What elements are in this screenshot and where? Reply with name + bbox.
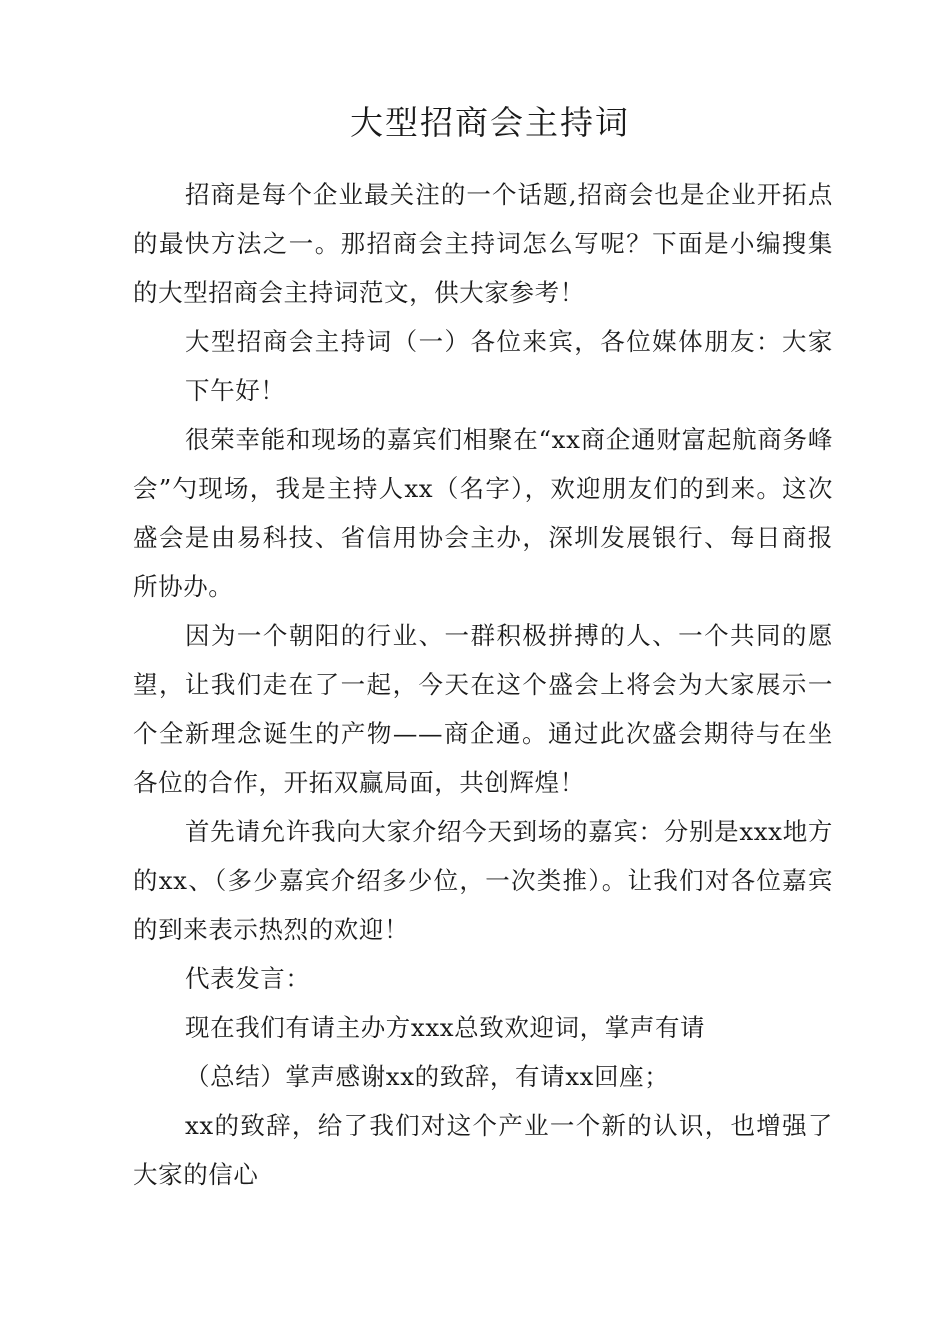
- paragraph-closing: xx的致辞，给了我们对这个产业一个新的认识，也增强了大家的信心: [133, 1111, 833, 1189]
- paragraph-invite-organizer: 现在我们有请主办方xxx总致欢迎词，掌声有请: [185, 1013, 706, 1042]
- paragraph-purpose: 因为一个朝阳的行业、一群积极拼搏的人、一个共同的愿望，让我们走在了一起，今天在这个盛会上将会为大家展示一个全新理念诞生的产物——商企通。通过此次盛会期待与在坐各位的合作，开拓双赢局面，共创辉煌！: [133, 621, 833, 797]
- paragraph-welcome: 很荣幸能和现场的嘉宾们相聚在“xx商企通财富起航商务峰会”勺现场，我是主持人xx（名字），欢迎朋友们的到来。这次盛会是由易科技、省信用协会主办，深圳发展银行、每日商报所协办。: [133, 425, 833, 601]
- paragraph-greeting: 大型招商会主持词（一）各位来宾，各位媒体朋友：大家下午好！: [185, 327, 833, 405]
- document-title: 大型招商会主持词: [350, 103, 630, 142]
- paragraph-guests: 首先请允许我向大家介绍今天到场的嘉宾：分别是xxx地方的xx、（多少嘉宾介绍多少位，一次类推）。让我们对各位嘉宾的到来表示热烈的欢迎！: [133, 817, 833, 944]
- paragraph-thanks: （总结）掌声感谢xx的致辞，有请xx回座；: [185, 1062, 670, 1091]
- document-page: [133, 96, 833, 1199]
- paragraph-intro: 招商是每个企业最关注的一个话题,招商会也是企业开拓点的最快方法之一。那招商会主持词怎么写呢？下面是小编搜集的大型招商会主持词范文，供大家参考！: [133, 180, 833, 307]
- paragraph-speech-heading: 代表发言：: [185, 964, 311, 993]
